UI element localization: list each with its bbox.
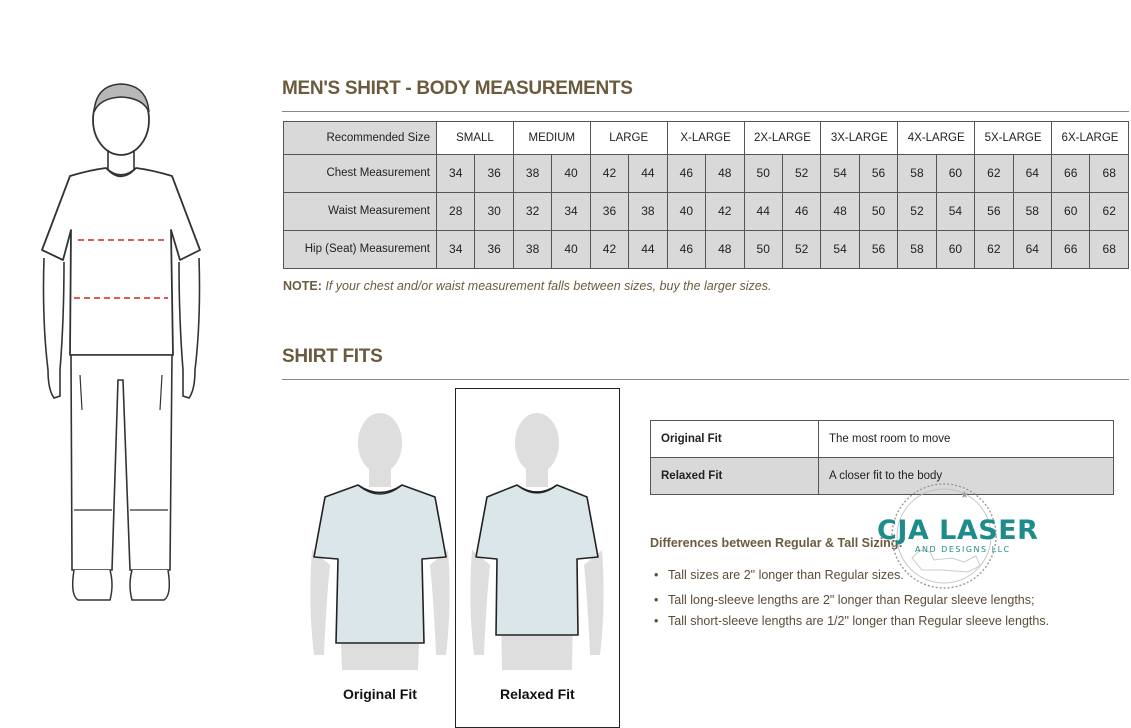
table-cell: 60 [936,230,974,268]
row-label: Waist Measurement [284,192,437,230]
table-cell: 50 [744,154,782,192]
size-header-cell: MEDIUM [513,122,590,155]
size-header-cell: 6X-LARGE [1052,122,1129,155]
measurements-title: MEN'S SHIRT - BODY MEASUREMENTS [282,78,633,99]
table-cell: 46 [782,192,820,230]
table-cell: 54 [821,154,859,192]
list-item: • Tall long-sleeve lengths are 2" longer than Regular sleeve lengths; [668,591,1049,610]
size-header-cell: 3X-LARGE [821,122,898,155]
relaxed-fit-figure [462,405,612,675]
table-cell: 62 [975,230,1013,268]
fit-desc: A closer fit to the body [819,458,1114,495]
original-fit-figure [300,405,460,675]
table-cell: 58 [898,230,936,268]
watermark-line1: CJA LASER [877,515,1039,546]
table-cell: 62 [975,154,1013,192]
title-divider [282,111,1129,112]
fit-row [651,421,1114,458]
table-cell: 32 [513,192,551,230]
table-cell: 34 [552,192,590,230]
svg-text:★: ★ [960,490,969,501]
sizing-note [283,279,771,293]
table-cell: 42 [706,192,744,230]
hip-row [284,230,1129,268]
size-header-cell: SMALL [437,122,514,155]
table-cell: 42 [590,230,628,268]
table-cell: 48 [706,154,744,192]
size-header-cell: 2X-LARGE [744,122,821,155]
table-cell: 60 [936,154,974,192]
table-cell: 58 [898,154,936,192]
table-cell: 42 [590,154,628,192]
table-cell: 34 [437,154,475,192]
table-cell: 68 [1090,154,1129,192]
tall-sizing-title: Differences between Regular & Tall Sizing: [650,536,903,550]
table-cell: 58 [1013,192,1051,230]
table-cell: 66 [1052,230,1090,268]
table-cell: 38 [513,154,551,192]
body-measurement-figure [30,80,220,615]
table-cell: 30 [475,192,513,230]
table-cell: 52 [782,154,820,192]
table-cell: 36 [475,230,513,268]
table-cell: 54 [821,230,859,268]
size-header-cell: 5X-LARGE [975,122,1052,155]
table-cell: 56 [859,230,897,268]
table-cell: 52 [782,230,820,268]
table-cell: 28 [437,192,475,230]
table-cell: 44 [629,154,667,192]
table-cell: 38 [629,192,667,230]
table-cell: 50 [859,192,897,230]
waist-row [284,192,1129,230]
table-cell: 34 [437,230,475,268]
table-cell: 36 [590,192,628,230]
table-cell: 68 [1090,230,1129,268]
table-cell: 56 [975,192,1013,230]
list-item: • Tall short-sleeve lengths are 1/2" longer than Regular sleeve lengths. [668,612,1049,631]
fit-name: Original Fit [651,421,819,458]
chest-row [284,154,1129,192]
table-cell: 40 [667,192,705,230]
row-label: Chest Measurement [284,154,437,192]
row-label: Hip (Seat) Measurement [284,230,437,268]
note-label: NOTE: [283,279,322,293]
measurement-table [283,121,1129,269]
size-header-row [284,122,1129,155]
table-cell: 44 [629,230,667,268]
size-header-label: Recommended Size [284,122,437,155]
size-header-cell: X-LARGE [667,122,744,155]
shirt-fits-title: SHIRT FITS [282,346,383,367]
table-cell: 36 [475,154,513,192]
watermark-line2: AND DESIGNS LLC [915,545,1011,554]
original-fit-label: Original Fit [343,686,417,702]
table-cell: 50 [744,230,782,268]
table-cell: 46 [667,154,705,192]
table-cell: 64 [1013,230,1051,268]
relaxed-fit-label: Relaxed Fit [500,686,575,702]
note-text: If your chest and/or waist measurement falls between sizes, buy the larger sizes. [325,279,772,293]
list-item: • Tall sizes are 2" longer than Regular sizes. [668,566,1049,585]
table-cell: 48 [821,192,859,230]
table-cell: 64 [1013,154,1051,192]
fits-divider [282,379,1129,380]
table-cell: 66 [1052,154,1090,192]
table-cell: 56 [859,154,897,192]
fit-name: Relaxed Fit [651,458,819,495]
size-header-cell: 4X-LARGE [898,122,975,155]
table-cell: 40 [552,230,590,268]
table-cell: 52 [898,192,936,230]
table-cell: 48 [706,230,744,268]
table-cell: 44 [744,192,782,230]
table-cell: 38 [513,230,551,268]
table-cell: 40 [552,154,590,192]
table-cell: 54 [936,192,974,230]
table-cell: 62 [1090,192,1129,230]
fit-desc: The most room to move [819,421,1114,458]
size-header-cell: LARGE [590,122,667,155]
table-cell: 60 [1052,192,1090,230]
table-cell: 46 [667,230,705,268]
